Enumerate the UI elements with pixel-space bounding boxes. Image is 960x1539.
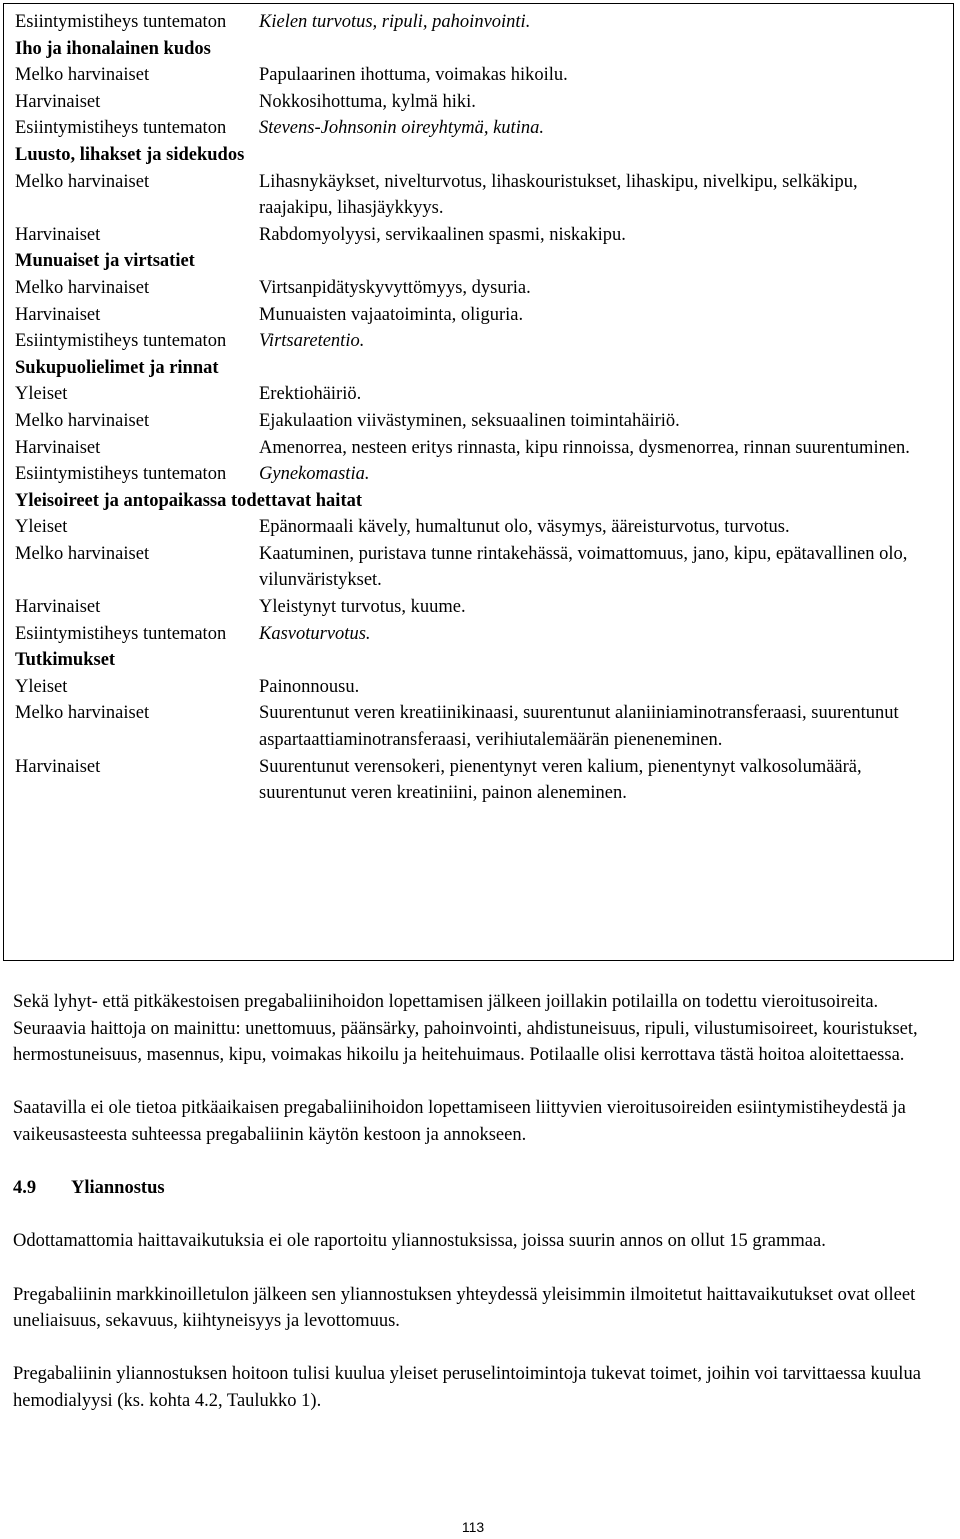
table-row <box>15 328 953 355</box>
reaction-description: Virtsaretentio. <box>259 331 365 352</box>
table-row <box>15 89 953 116</box>
table-row <box>15 674 953 701</box>
reaction-description: Amenorrea, nesteen eritys rinnasta, kipu rinnoissa, dysmenorrea, rinnan suurentuminen. <box>259 437 910 458</box>
reaction-description: Suurentunut verensokeri, pienentynyt veren kalium, pienentynyt valkosolumäärä, suurentunut veren kreatiniini, painon aleneminen. <box>259 756 862 804</box>
frequency-label: Harvinaiset <box>15 756 101 777</box>
frequency-label: Esiintymistiheys tuntematon <box>15 12 227 32</box>
section-number: 4.9 <box>13 1178 37 1199</box>
reaction-description: Yleistynyt turvotus, kuume. <box>259 597 466 618</box>
frequency-label: Harvinaiset <box>15 437 101 458</box>
table-row <box>15 169 953 222</box>
reaction-description: Erektiohäiriö. <box>259 384 362 405</box>
frequency-label: Esiintymistiheys tuntematon <box>15 331 227 352</box>
organ-class-heading: Luusto, lihakset ja sidekudos <box>15 144 245 165</box>
reaction-description: Virtsanpidätyskyvyttömyys, dysuria. <box>259 277 531 298</box>
table-row <box>15 594 953 621</box>
frequency-label: Harvinaiset <box>15 597 101 618</box>
table-row <box>15 408 953 435</box>
table-row <box>15 621 953 648</box>
table-row <box>15 541 953 594</box>
frequency-label: Esiintymistiheys tuntematon <box>15 623 227 644</box>
overdose-paragraph-3: Pregabaliinin yliannostuksen hoitoon tulisi kuulua yleiset peruselintoimintoja tukevat toimet, joihin voi tarvittaessa kuulua hemodialyysi (ks. kohta 4.2, Taulukko 1). <box>13 1364 921 1411</box>
table-row <box>15 222 953 249</box>
frequency-label: Melko harvinaiset <box>15 543 150 564</box>
reaction-description: Gynekomastia. <box>259 464 370 485</box>
reaction-description: Rabdomyolyysi, servikaalinen spasmi, niskakipu. <box>259 224 626 245</box>
table-row <box>15 115 953 142</box>
frequency-label: Esiintymistiheys tuntematon <box>15 118 227 139</box>
reaction-description: Papulaarinen ihottuma, voimakas hikoilu. <box>259 65 568 86</box>
frequency-label: Harvinaiset <box>15 224 101 245</box>
organ-class-heading: Tutkimukset <box>15 650 116 671</box>
frequency-label: Esiintymistiheys tuntematon <box>15 464 227 485</box>
frequency-label: Melko harvinaiset <box>15 277 150 298</box>
page-number: 113 <box>461 1519 485 1535</box>
reaction-description: Munuaisten vajaatoiminta, oliguria. <box>259 304 524 325</box>
reaction-description: Kielen turvotus, ripuli, pahoinvointi. <box>259 12 531 32</box>
table-row <box>15 9 953 36</box>
reaction-description: Nokkosihottuma, kylmä hiki. <box>259 91 476 112</box>
withdrawal-paragraph: Sekä lyhyt- että pitkäkestoisen pregabaliinihoidon lopettamisen jälkeen joillakin potilailla on todettu vieroitusoireita. Seuraavia haittoja on mainittu: unettomuus, päänsärky, pahoinvointi, ahdistuneisuus, ripuli, vilustumisoireet, kouristukset, hermostuneisuus, masennus, kipu, voimakas hikoilu ja heitehuimaus. Potilaalle olisi kerrottava tästä hoitoa aloitettaessa. <box>13 992 918 1066</box>
reaction-description: Stevens-Johnsonin oireyhtymä, kutina. <box>259 118 544 139</box>
reaction-description: Painonnousu. <box>259 676 360 697</box>
section-title: Yliannostus <box>71 1178 165 1199</box>
table-row <box>15 435 953 462</box>
reaction-description: Ejakulaation viivästyminen, seksuaalinen toimintahäiriö. <box>259 410 680 431</box>
table-row <box>15 754 953 807</box>
organ-class-heading: Iho ja ihonalainen kudos <box>15 38 211 59</box>
reaction-description: Kasvoturvotus. <box>259 623 371 644</box>
table-row <box>15 461 953 488</box>
frequency-label: Melko harvinaiset <box>15 171 150 192</box>
frequency-label: Melko harvinaiset <box>15 703 150 724</box>
organ-class-heading: Yleisoireet ja antopaikassa todettavat haitat <box>15 490 363 511</box>
reaction-description: Epänormaali kävely, humaltunut olo, väsymys, ääreisturvotus, turvotus. <box>259 517 790 538</box>
table-row <box>15 514 953 541</box>
table-row <box>15 275 953 302</box>
table-row <box>15 62 953 89</box>
overdose-paragraph-1: Odottamattomia haittavaikutuksia ei ole raportoitu yliannostuksissa, joissa suurin annos on ollut 15 grammaa. <box>13 1231 826 1252</box>
reaction-description: Suurentunut veren kreatiinikinaasi, suurentunut alaniiniaminotransferaasi, suurentunut aspartaattiaminotransferaasi, verihiutalemäärän pieneneminen. <box>259 703 899 751</box>
frequency-label: Melko harvinaiset <box>15 65 150 86</box>
frequency-label: Melko harvinaiset <box>15 410 150 431</box>
frequency-label: Yleiset <box>15 384 68 405</box>
adverse-reactions-table <box>3 3 954 961</box>
table-row <box>15 381 953 408</box>
body-text <box>13 989 943 1441</box>
table-rows <box>15 9 953 807</box>
reaction-description: Kaatuminen, puristava tunne rintakehässä, voimattomuus, jano, kipu, epätavallinen olo, vilunväristykset. <box>259 543 908 591</box>
withdrawal-data-paragraph: Saatavilla ei ole tietoa pitkäaikaisen pregabaliinihoidon lopettamiseen liittyvien vieroitusoireiden esiintymistiheydestä ja vaikeusasteesta suhteessa pregabaliinin käytön kestoon ja annokseen. <box>13 1098 906 1145</box>
organ-class-heading: Munuaiset ja virtsatiet <box>15 251 195 272</box>
frequency-label: Harvinaiset <box>15 304 101 325</box>
organ-class-heading: Sukupuolielimet ja rinnat <box>15 357 219 378</box>
overdose-paragraph-2: Pregabaliinin markkinoilletulon jälkeen sen yliannostuksen yhteydessä yleisimmin ilmoitetut haittavaikutukset ovat olleet uneliaisuus, sekavuus, kiihtyneisyys ja levottomuus. <box>13 1284 916 1332</box>
frequency-label: Yleiset <box>15 517 68 538</box>
table-row <box>15 700 953 753</box>
section-heading <box>13 1175 943 1202</box>
frequency-label: Yleiset <box>15 676 68 697</box>
reaction-description: Lihasnykäykset, nivelturvotus, lihaskouristukset, lihaskipu, nivelkipu, selkäkipu, raajakipu, lihasjäykkyys. <box>259 171 858 219</box>
frequency-label: Harvinaiset <box>15 91 101 112</box>
table-row <box>15 302 953 329</box>
